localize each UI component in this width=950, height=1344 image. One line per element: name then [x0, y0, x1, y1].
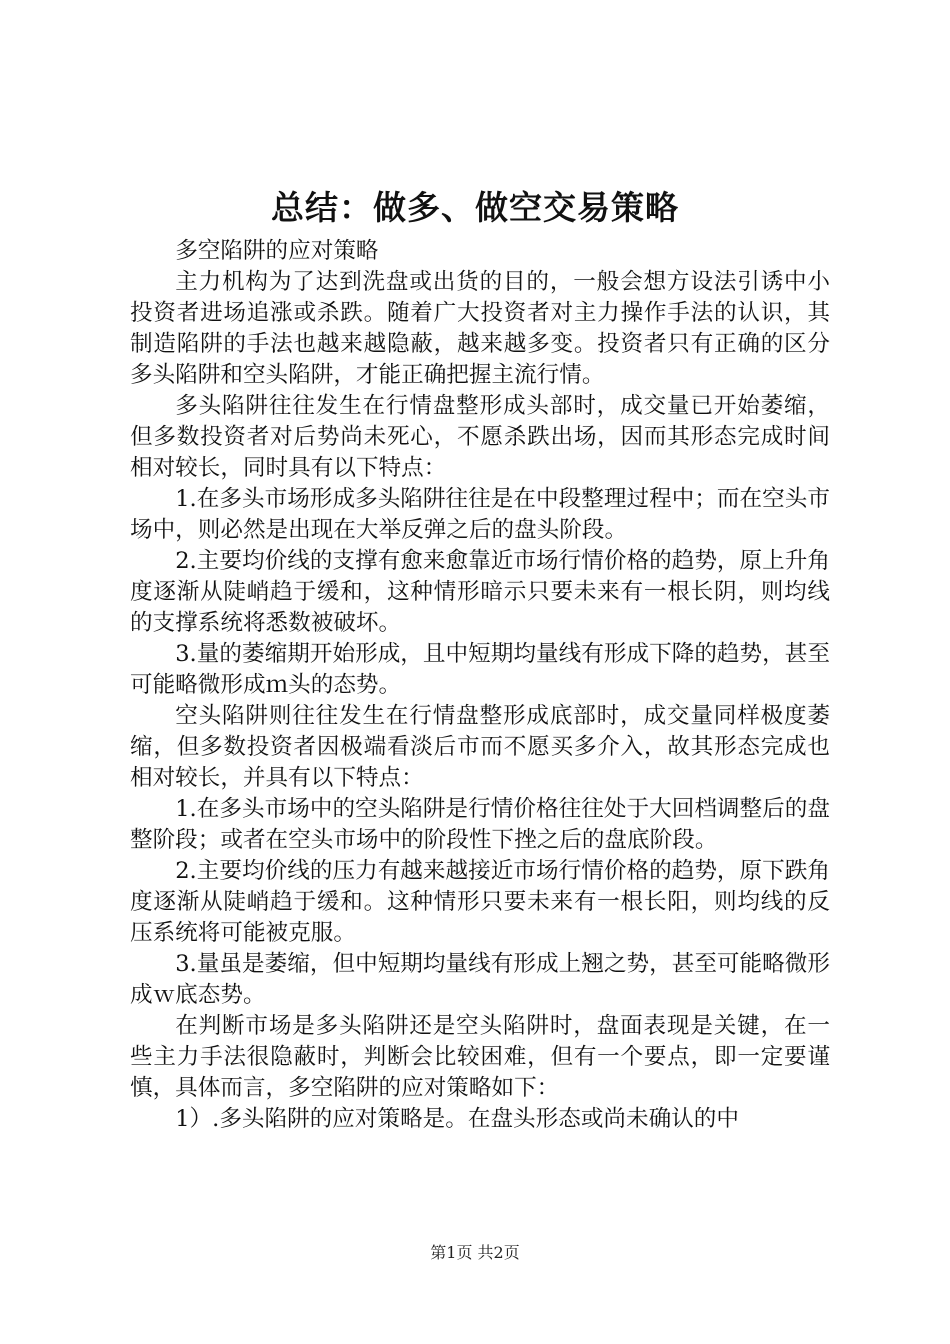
list-paragraph: 1.在多头市场中的空头陷阱是行情价格往往处于大回档调整后的盘整阶段；或者在空头市场中的阶段性下挫之后的盘底阶段。	[130, 796, 830, 853]
list-paragraph: 1）.多头陷阱的应对策略是。在盘头形态或尚未确认的中	[175, 1106, 739, 1132]
document-title: 总结：做多、做空交易策略	[271, 188, 679, 227]
list-paragraph: 3.量虽是萎缩，但中短期均量线有形成上翘之势，甚至可能略微形成ｗ底态势。	[130, 951, 830, 1008]
paragraph: 空头陷阱则往往发生在行情盘整形成底部时，成交量同样极度萎缩，但多数投资者因极端看淡后市而不愿买多介入，故其形态完成也相对较长，并具有以下特点：	[130, 703, 830, 791]
paragraph: 主力机构为了达到洗盘或出货的目的，一般会想方设法引诱中小投资者进场追涨或杀跌。随着广大投资者对主力操作手法的认识，其制造陷阱的手法也越来越隐蔽，越来越多变。投资者只有正确的区分多头陷阱和空头陷阱，才能正确把握主流行情。	[130, 269, 830, 388]
paragraph: 在判断市场是多头陷阱还是空头陷阱时，盘面表现是关键，在一些主力手法很隐蔽时，判断会比较困难，但有一个要点，即一定要谨慎，具体而言，多空陷阱的应对策略如下：	[130, 1013, 830, 1101]
document-body	[130, 236, 830, 1135]
list-paragraph: 3.量的萎缩期开始形成，且中短期均量线有形成下降的趋势，甚至可能略微形成ｍ头的态势。	[130, 641, 830, 698]
paragraph: 多空陷阱的应对策略	[175, 238, 379, 264]
list-paragraph: 2.主要均价线的支撑有愈来愈靠近市场行情价格的趋势，原上升角度逐渐从陡峭趋于缓和，这种情形暗示只要未来有一根长阴，则均线的支撑系统将悉数被破坏。	[130, 548, 830, 636]
list-paragraph: 1.在多头市场形成多头陷阱往往是在中段整理过程中；而在空头市场中，则必然是出现在大举反弹之后的盘头阶段。	[130, 486, 830, 543]
paragraph: 多头陷阱往往发生在行情盘整形成头部时，成交量已开始萎缩，但多数投资者对后势尚未死心，不愿杀跌出场，因而其形态完成时间相对较长，同时具有以下特点：	[130, 393, 830, 481]
page-number-footer: 第1页 共2页	[430, 1243, 520, 1262]
list-paragraph: 2.主要均价线的压力有越来越接近市场行情价格的趋势，原下跌角度逐渐从陡峭趋于缓和。这种情形只要未来有一根长阳，则均线的反压系统将可能被克服。	[130, 858, 830, 946]
